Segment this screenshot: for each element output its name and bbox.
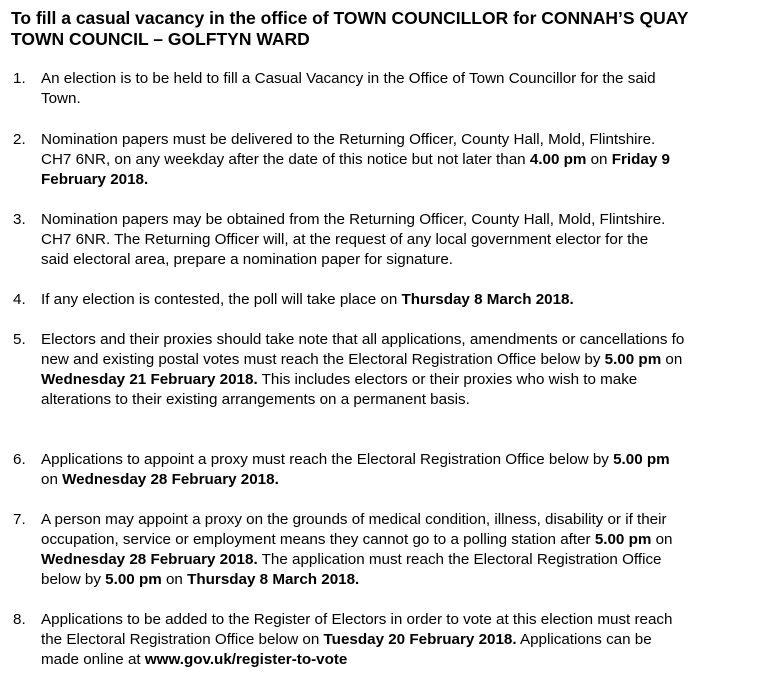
list-item-number: 5. [13, 331, 26, 348]
text-line [41, 630, 768, 650]
list-item-text [41, 610, 768, 670]
text-line [41, 650, 768, 670]
text-line [41, 510, 768, 530]
text-line [41, 350, 768, 370]
bold-text: Thursday 8 March 2018. [187, 571, 360, 588]
text-run: A person may appoint a proxy on the grounds of medical condition, illness, disability or if their [41, 511, 667, 528]
text-line [41, 470, 768, 490]
text-line [41, 610, 768, 630]
bold-text: Thursday 8 March 2018. [401, 291, 574, 308]
text-line [41, 130, 768, 150]
bold-text: 5.00 pm [594, 531, 652, 548]
list-item-number: 4. [13, 291, 26, 308]
list-item-number: 2. [13, 131, 26, 148]
text-run: alterations to their existing arrangements on a permanent basis. [41, 391, 470, 408]
bold-text: February 2018. [41, 171, 149, 188]
text-run: CH7 6NR. The Returning Officer will, at the request of any local government elector for the [41, 231, 649, 248]
bold-text: Wednesday 21 February 2018. [41, 371, 258, 388]
text-run: This includes electors or their proxies who wish to make [257, 371, 638, 388]
text-run: Applications to be added to the Register of Electors in order to vote at this election must reach [41, 611, 673, 628]
bold-text: www.gov.uk/register-to-vote [144, 651, 348, 668]
text-line [41, 250, 768, 270]
bold-text: 5.00 pm [604, 351, 662, 368]
text-run: CH7 6NR, on any weekday after the date of this notice but not later than [41, 151, 530, 168]
text-run: The application must reach the Electoral Registration Office [257, 551, 662, 568]
list-item-text [41, 69, 768, 109]
text-run: on [586, 151, 612, 168]
text-line [41, 210, 768, 230]
bold-text: Tuesday 20 February 2018. [323, 631, 517, 648]
notice-title [11, 8, 768, 50]
text-line [41, 170, 768, 190]
text-run: Nomination papers may be obtained from the Returning Officer, County Hall, Mold, Flintshire. [41, 211, 666, 228]
list-item-number: 8. [13, 611, 26, 628]
text-line [41, 530, 768, 550]
list-item-number: 3. [13, 211, 26, 228]
text-run: Town. [41, 90, 81, 107]
list-item-text [41, 130, 768, 190]
text-run: Electors and their proxies should take note that all applications, amendments or cancellations fo [41, 331, 685, 348]
text-run: on [161, 571, 188, 588]
text-line [41, 150, 768, 170]
list-item-text [41, 510, 768, 590]
text-line [41, 230, 768, 250]
bold-text: Wednesday 28 February 2018. [41, 551, 258, 568]
text-line [41, 570, 768, 590]
notice-title-line-2: TOWN COUNCIL – GOLFTYN WARD [11, 29, 310, 49]
bold-text: 5.00 pm [613, 451, 670, 468]
list-item-number: 6. [13, 451, 26, 468]
text-run: If any election is contested, the poll will take place on [41, 291, 402, 308]
text-run: occupation, service or employment means they cannot go to a polling station after [41, 531, 595, 548]
text-line [41, 290, 768, 310]
text-run: new and existing postal votes must reach the Electoral Registration Office below by [41, 351, 605, 368]
text-run: on [661, 351, 683, 368]
bold-text: Wednesday 28 February 2018. [62, 471, 279, 488]
list-item-number: 1. [13, 70, 26, 87]
list-item-text [41, 330, 768, 410]
bold-text: 4.00 pm [529, 151, 587, 168]
text-line [41, 390, 768, 410]
text-line [41, 89, 768, 109]
text-line [41, 450, 768, 470]
text-run: the Electoral Registration Office below on [41, 631, 324, 648]
text-line [41, 69, 768, 89]
text-run: said electoral area, prepare a nomination paper for signature. [41, 251, 453, 268]
text-run: below by [41, 571, 106, 588]
text-run: made online at [41, 651, 145, 668]
text-run: Applications to appoint a proxy must reach the Electoral Registration Office below by [41, 451, 614, 468]
text-run: An election is to be held to fill a Casual Vacancy in the Office of Town Councillor for the said [41, 70, 656, 87]
text-run: on [651, 531, 673, 548]
list-item-text [41, 450, 768, 490]
list-item-number: 7. [13, 511, 26, 528]
text-line [41, 330, 768, 350]
bold-text: 5.00 pm [105, 571, 162, 588]
list-item-text [41, 290, 768, 310]
text-line [41, 370, 768, 390]
text-run: Nomination papers must be delivered to the Returning Officer, County Hall, Mold, Flintshire. [41, 131, 656, 148]
bold-text: Friday 9 [611, 151, 670, 168]
text-run: on [41, 471, 63, 488]
list-item-text [41, 210, 768, 270]
notice-title-line-1: To fill a casual vacancy in the office of TOWN COUNCILLOR for CONNAH’S QUAY [11, 8, 689, 28]
text-run: Applications can be [516, 631, 652, 648]
text-line [41, 550, 768, 570]
